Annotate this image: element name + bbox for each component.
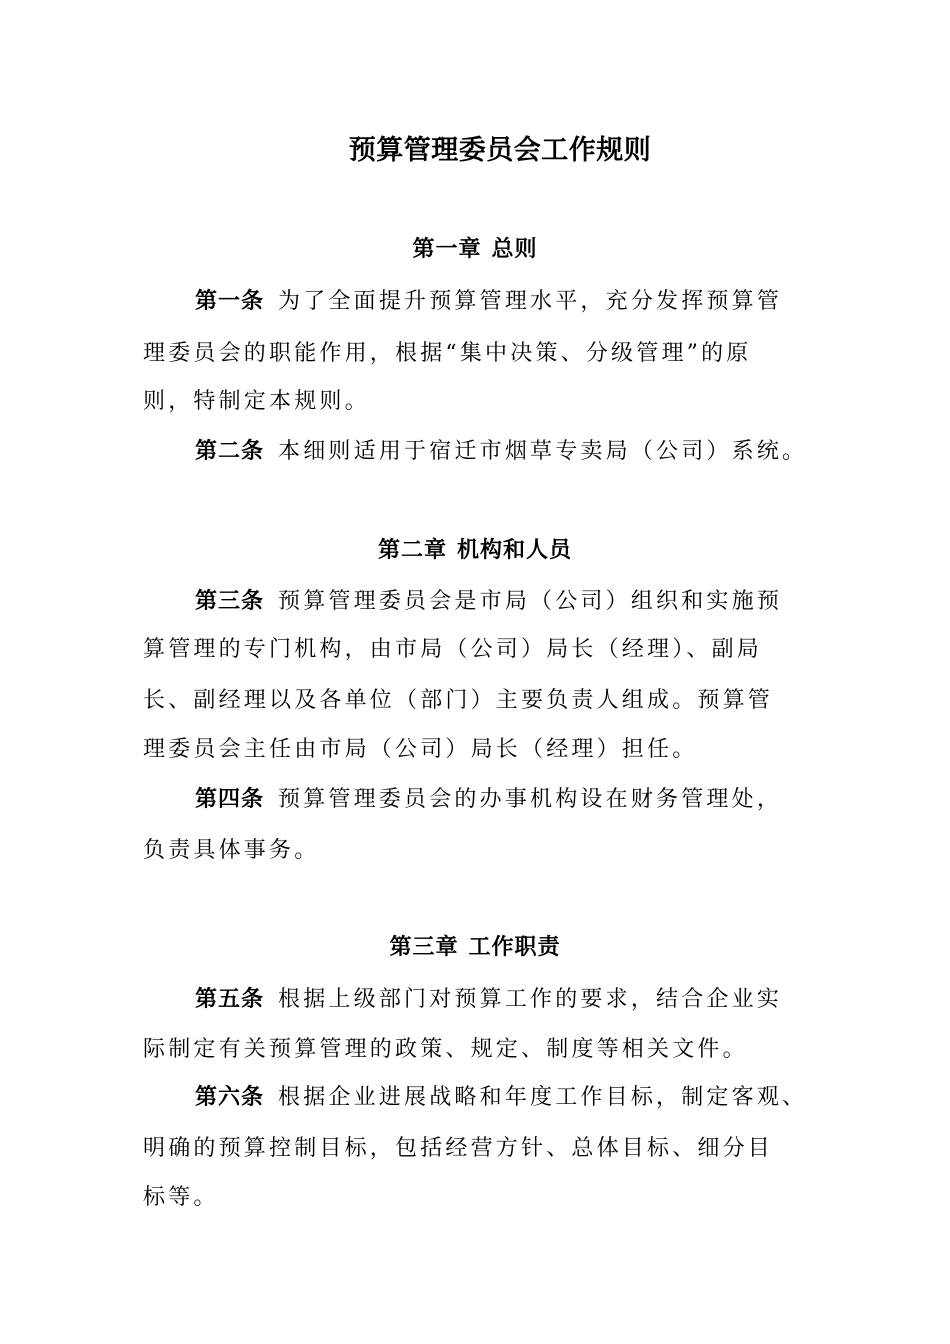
article-text: 根据上级部门对预算工作的要求，结合企业实 (278, 987, 783, 1012)
article-3-line-1 (195, 584, 782, 615)
article-6-line-2: 明确的预算控制目标，包括经营方针、总体目标、细分目 (143, 1136, 774, 1161)
article-1-line-2: 理委员会的职能作用，根据“集中决策、分级管理”的原 (143, 341, 752, 366)
article-5-line-2: 际制定有关预算管理的政策、规定、制度等相关文件。 (143, 1037, 748, 1062)
article-text: 本细则适用于宿迁市烟草专卖局（公司）系统。 (278, 439, 808, 464)
article-6-line-3: 标等。 (143, 1185, 219, 1210)
article-1-line-1 (195, 284, 782, 315)
document-title: 预算管理委员会工作规则 (348, 135, 652, 166)
article-text: 预算管理委员会是市局（公司）组织和实施预 (278, 589, 783, 614)
article-1-line-3: 则，特制定本规则。 (143, 389, 370, 414)
article-text: 为了全面提升预算管理水平，充分发挥预算管 (278, 289, 783, 314)
article-6-line-1 (195, 1080, 807, 1111)
article-3-line-2: 算管理的专门机构，由市局（公司）局长（经理）、副局 (143, 637, 763, 662)
article-5-line-1 (195, 982, 782, 1013)
chapter-heading-1 (0, 232, 950, 263)
article-4-line-1 (195, 782, 782, 813)
chapter-name: 总则 (491, 237, 538, 262)
article-label: 第三条 (195, 589, 265, 614)
chapter-number: 第二章 (377, 538, 447, 563)
article-text: 预算管理委员会的办事机构设在财务管理处， (278, 787, 783, 812)
article-text: 根据企业进展战略和年度工作目标，制定客观、 (278, 1085, 808, 1110)
chapter-name: 工作职责 (468, 935, 561, 960)
chapter-heading-3 (0, 930, 950, 961)
article-3-line-3: 长、副经理以及各单位（部门）主要负责人组成。预算管 (143, 688, 774, 713)
article-label: 第四条 (195, 787, 265, 812)
chapter-heading-2 (0, 533, 950, 564)
article-label: 第二条 (195, 439, 265, 464)
article-label: 第六条 (195, 1085, 265, 1110)
article-4-line-2: 负责具体事务。 (143, 838, 320, 863)
article-3-line-4: 理委员会主任由市局（公司）局长（经理）担任。 (143, 737, 698, 762)
article-2-line-1 (195, 434, 807, 465)
chapter-number: 第三章 (389, 935, 459, 960)
article-label: 第一条 (195, 289, 265, 314)
article-label: 第五条 (195, 987, 265, 1012)
chapter-name: 机构和人员 (457, 538, 573, 563)
chapter-number: 第一章 (412, 237, 482, 262)
